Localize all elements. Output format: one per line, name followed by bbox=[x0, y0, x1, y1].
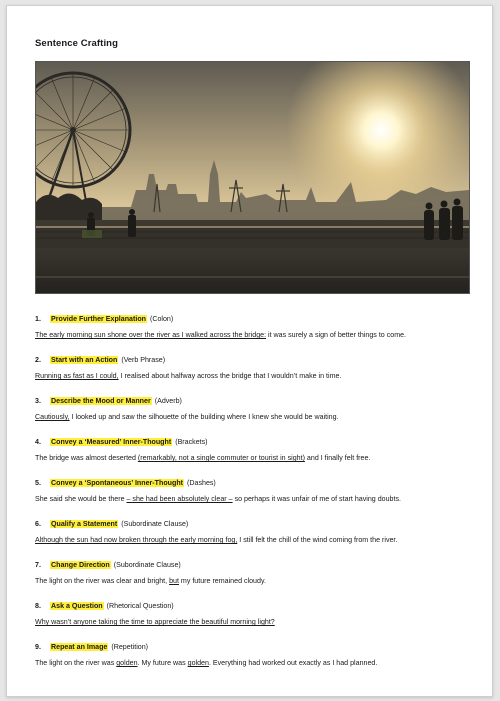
technique-heading bbox=[35, 519, 475, 529]
example-underlined: golden bbox=[187, 659, 209, 667]
example-text: I looked up and saw the silhouette of the building where I knew she would be waiting. bbox=[69, 413, 339, 421]
page-title: Sentence Crafting bbox=[35, 38, 118, 49]
example-text: She said she would be there bbox=[35, 495, 127, 503]
technique-name: Qualify a Statement bbox=[51, 520, 118, 528]
technique-list bbox=[35, 314, 475, 683]
example-text: . My future was bbox=[137, 659, 188, 667]
list-item bbox=[35, 314, 475, 355]
technique-name: Repeat an Image bbox=[51, 643, 108, 651]
technique-heading bbox=[35, 314, 475, 324]
example-sentence bbox=[35, 371, 475, 381]
technique-name: Describe the Mood or Manner bbox=[51, 397, 151, 405]
example-text: I realised about halfway across the bridge that I wouldn’t make in time. bbox=[118, 372, 342, 380]
document-page bbox=[6, 5, 493, 697]
photo-illustration bbox=[36, 62, 469, 293]
london-eye-sunrise-photo bbox=[35, 61, 470, 294]
example-text: so perhaps it was unfair of me of start having doubts. bbox=[232, 495, 401, 503]
technique-type: (Rhetorical Question) bbox=[106, 602, 174, 610]
technique-name: Convey a ‘Spontaneous’ Inner-Thought bbox=[51, 479, 184, 487]
list-item bbox=[35, 355, 475, 396]
technique-type: (Colon) bbox=[149, 315, 174, 323]
item-number: 3. bbox=[35, 397, 41, 405]
example-underlined: (remarkably, not a single commuter or tourist in sight) bbox=[137, 454, 305, 462]
example-underlined: but bbox=[169, 577, 179, 585]
technique-type: (Adverb) bbox=[154, 397, 182, 405]
example-underlined: Running as fast as I could, bbox=[35, 372, 119, 380]
technique-heading bbox=[35, 355, 475, 365]
technique-heading bbox=[35, 642, 475, 652]
item-number: 5. bbox=[35, 479, 41, 487]
example-sentence bbox=[35, 453, 475, 463]
example-underlined: – she had been absolutely clear – bbox=[126, 495, 233, 503]
technique-name: Convey a ‘Measured’ Inner-Thought bbox=[51, 438, 172, 446]
list-item bbox=[35, 560, 475, 601]
list-item bbox=[35, 642, 475, 683]
technique-type: (Dashes) bbox=[187, 479, 216, 487]
list-item bbox=[35, 396, 475, 437]
example-sentence bbox=[35, 412, 475, 422]
list-item bbox=[35, 519, 475, 560]
technique-name: Provide Further Explanation bbox=[51, 315, 146, 323]
example-sentence bbox=[35, 576, 475, 586]
example-underlined: Why wasn’t anyone taking the time to appreciate the beautiful morning light? bbox=[35, 618, 275, 626]
technique-name: Start with an Action bbox=[51, 356, 118, 364]
example-text: . Everything had worked out exactly as I had planned. bbox=[208, 659, 378, 667]
technique-type: (Brackets) bbox=[175, 438, 208, 446]
technique-type: (Subordinate Clause) bbox=[121, 520, 189, 528]
technique-heading bbox=[35, 601, 475, 611]
item-number: 8. bbox=[35, 602, 41, 610]
list-item bbox=[35, 601, 475, 642]
item-number: 9. bbox=[35, 643, 41, 651]
example-text: and I finally felt free. bbox=[304, 454, 371, 462]
example-text: The light on the river was clear and bright, bbox=[35, 577, 170, 585]
item-number: 1. bbox=[35, 315, 41, 323]
example-sentence bbox=[35, 617, 475, 627]
example-underlined: Although the sun had now broken through the early morning fog, bbox=[35, 536, 238, 544]
example-text: my future remained cloudy. bbox=[178, 577, 266, 585]
example-sentence bbox=[35, 658, 475, 668]
item-number: 4. bbox=[35, 438, 41, 446]
example-underlined: golden bbox=[116, 659, 138, 667]
example-sentence bbox=[35, 494, 475, 504]
technique-heading bbox=[35, 437, 475, 447]
technique-heading bbox=[35, 396, 475, 406]
item-number: 7. bbox=[35, 561, 41, 569]
example-sentence bbox=[35, 330, 475, 340]
example-text: it was surely a sign of better things to come. bbox=[266, 331, 407, 339]
example-text: The bridge was almost deserted bbox=[35, 454, 138, 462]
list-item bbox=[35, 478, 475, 519]
technique-name: Ask a Question bbox=[51, 602, 103, 610]
example-text: The light on the river was bbox=[35, 659, 117, 667]
technique-type: (Repetition) bbox=[111, 643, 149, 651]
example-underlined: The early morning sun shone over the river as I walked across the bridge: bbox=[35, 331, 267, 339]
technique-heading bbox=[35, 478, 475, 488]
example-underlined: Cautiously, bbox=[35, 413, 70, 421]
example-sentence bbox=[35, 535, 475, 545]
technique-type: (Subordinate Clause) bbox=[113, 561, 181, 569]
technique-type: (Verb Phrase) bbox=[121, 356, 166, 364]
list-item bbox=[35, 437, 475, 478]
item-number: 6. bbox=[35, 520, 41, 528]
item-number: 2. bbox=[35, 356, 41, 364]
technique-heading bbox=[35, 560, 475, 570]
example-text: I still felt the chill of the wind coming from the river. bbox=[237, 536, 398, 544]
technique-name: Change Direction bbox=[51, 561, 110, 569]
